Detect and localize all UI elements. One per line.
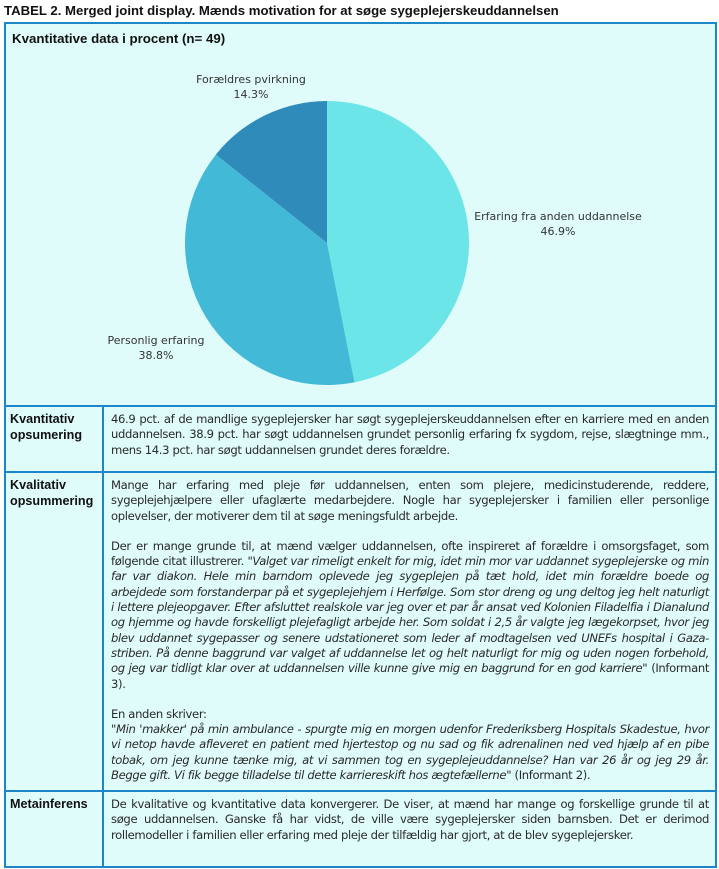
qualitative-summary-row <box>6 473 715 792</box>
slice-label-0: Erfaring fra anden uddannelse <box>474 210 642 223</box>
quantitative-chart-row <box>6 24 715 407</box>
quote-text: "Min 'makker' på min ambulance - spurgte mig en morgen udenfor Frederiksberg Hospitals Skadestue, hvor vi netop havde afleveret en patient med hjertestop og nu sad og fik adrenalinen ned ved hjælp af en pibe tobak, om jeg kunne tænke mig, at vi sammen tog en sygeplejeuddannelse? Han var 26 år og jeg 29 år. Begge gift. Vi fik begge tilladelse til dette karriereskift hos ægtefællerne" <box>111 722 709 783</box>
slice-label-2: Forældres pvirkning <box>196 73 306 86</box>
slice-value-1: 38.8% <box>138 349 174 362</box>
row-label: Kvantitativ opsumering <box>6 407 104 471</box>
row-body <box>104 473 715 790</box>
quote-text: "Valget var rimeligt enkelt for mig, idet min mor var uddannet sygeplejerske og min far var diakon. Hele min barndom oplevede jeg sygeplejen på tæt hold, idet min forældre boede og arbejdede som forstanderpar på et sygeplejehjem i Herfølge. Som stor dreng og ung deltog jeg helt naturligt i lettere plejeopgaver. Efter afsluttet realskole var jeg over et par år ansat ved Kolonien Filadelfia i Dianalund og hjemme og havde forskelligt plejefagligt arbejde her. Som soldat i 2,5 år valgte jeg lægekorpset, hvor jeg blev uddannet sygepasser og senere udstationeret som leder af modtagelsen ved UNEFs hospital i Gaza-striben. På denne baggrund var valget af uddannelse let og helt naturligt for mig og uden nogen forbehold, og jeg var tidligt klar over at uddannelsen ville kunne give mig en baggrund for en god karriere" <box>111 554 709 676</box>
quantitative-summary-row <box>6 407 715 473</box>
table-caption: TABEL 2. Merged joint display. Mænds motivation for at søge sygeplejerskeuddannelsen <box>4 3 559 18</box>
pie-slice-0 <box>327 101 469 382</box>
chart-title: Kvantitative data i procent (n= 49) <box>12 31 226 46</box>
pie-chart <box>6 24 715 405</box>
quote-intro: En anden skriver: <box>111 706 207 721</box>
merged-joint-display-table <box>4 22 717 868</box>
quote-intro: Der er mange grunde til, at mænd vælger uddannelsen, ofte inspireret af forældre i omsorgsfaget, som følgende citat illustrerer. <box>111 538 709 569</box>
paragraph-with-quote <box>111 539 709 692</box>
paragraph: 46.9 pct. af de mandlige sygeplejersker har søgt sygeplejerskeuddannelsen efter en karriere med en anden uddannelsen. 38.9 pct. har søgt uddannelsen grundet personlig erfaring fx sygdom, rejse, slægtninge mm., mens 14.3 pct. har søgt uddannelsen grundet deres forældre. <box>111 412 709 457</box>
row-body <box>104 792 715 866</box>
quote-source: (Informant 3). <box>111 661 710 691</box>
slice-label-1: Personlig erfaring <box>107 334 205 347</box>
row-label: Kvalitativ opsummering <box>6 473 104 790</box>
slice-value-2: 14.3% <box>233 88 269 101</box>
paragraph-with-quote <box>111 707 709 783</box>
row-body <box>104 407 715 471</box>
paragraph: Mange har erfaring med pleje før uddannelsen, enten som plejere, medicinstuderende, reddere, sygeplejehjælpere eller ufaglærte medarbejdere. Nogle har sygeplejersker i familien eller personlige oplevelser, der motiverer dem til at søge meningsfuldt arbejde. <box>111 478 709 523</box>
row-label: Metainferens <box>6 792 104 866</box>
quote-source: (Informant 2). <box>511 768 591 783</box>
metainference-row <box>6 792 715 866</box>
slice-value-0: 46.9% <box>540 225 576 238</box>
paragraph: De kvalitative og kvantitative data konvergerer. De viser, at mænd har mange og forskellige grunde til at søge uddannelsen. Ganske få har vidst, de ville være sygeplejersker siden barnsben. Det er derimod rollemodeller i familien eller erfaring med pleje der tilfældig har gjort, at de blev sygeplejersker. <box>111 797 709 842</box>
